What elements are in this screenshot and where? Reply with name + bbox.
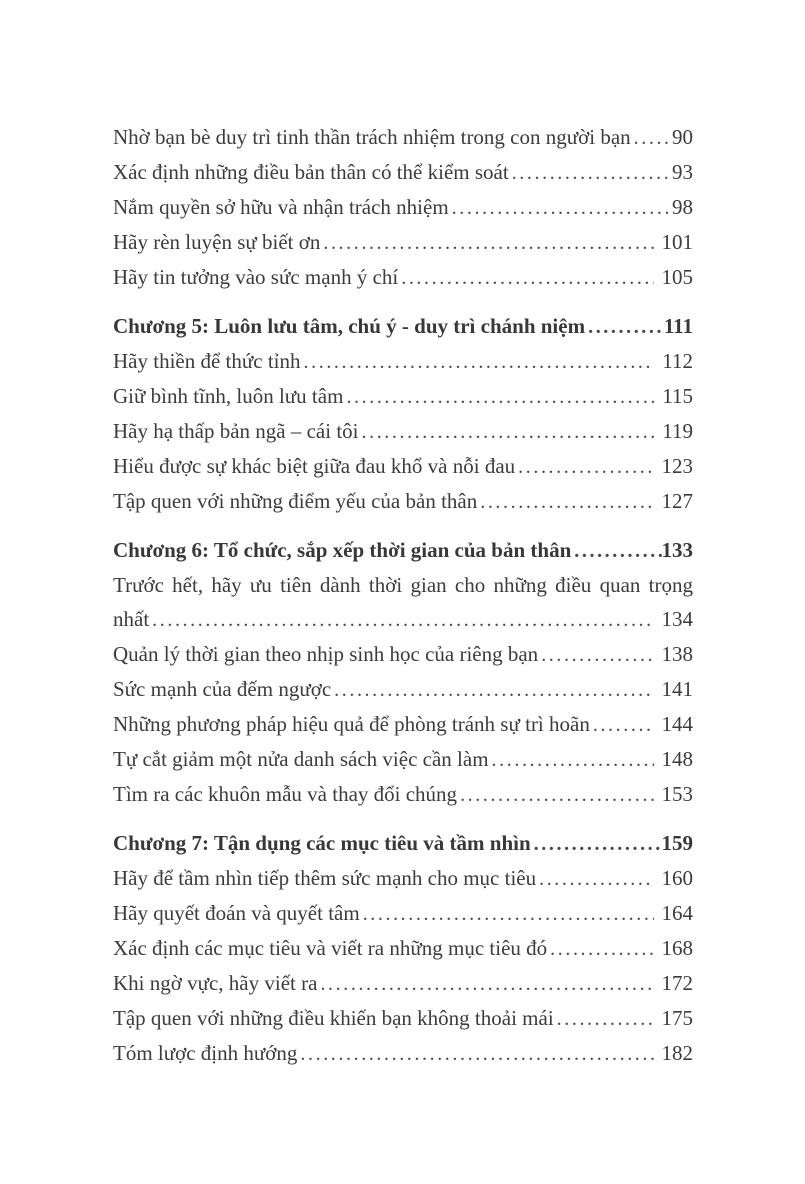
dot-leader: [593, 707, 654, 742]
toc-entry-title: Hãy để tầm nhìn tiếp thêm sức mạnh cho mục tiêu: [113, 866, 537, 890]
toc-page-number: 133: [661, 538, 693, 562]
toc-entry: [113, 414, 693, 449]
toc-page-number: 112: [662, 349, 693, 373]
toc-entry: [113, 931, 693, 966]
toc-chapter-title: Chương 6: Tổ chức, sắp xếp thời gian của bản thân: [113, 538, 572, 562]
dot-leader: [452, 190, 672, 225]
toc-entry-title: Giữ bình tĩnh, luôn lưu tâm: [113, 384, 344, 408]
dot-leader: [346, 379, 654, 414]
toc-entry-title: Sức mạnh của đếm ngược: [113, 677, 332, 701]
toc-entry-title: Xác định những điều bản thân có thể kiểm soát: [113, 160, 509, 184]
toc-chapter-title: Chương 7: Tận dụng các mục tiêu và tầm nhìn: [113, 831, 531, 855]
toc-entry-title: Những phương pháp hiệu quả để phòng tránh sự trì hoãn: [113, 712, 590, 736]
toc-entry-title: Xác định các mục tiêu và viết ra những mục tiêu đó: [113, 936, 548, 960]
toc-entry: [113, 260, 693, 295]
toc-page-number: 164: [661, 901, 693, 925]
toc-entry-title-line2: nhất: [113, 607, 150, 631]
dot-leader: [550, 931, 653, 966]
dot-leader: [574, 533, 661, 568]
toc-page-number: 111: [663, 314, 693, 338]
toc-entry: [113, 1036, 693, 1071]
toc-entry: [113, 707, 693, 742]
toc-page-number: 153: [661, 782, 693, 806]
toc-chapter-title: Chương 5: Luôn lưu tâm, chú ý - duy trì chánh niệm: [113, 314, 586, 338]
toc-entry: [113, 966, 693, 1001]
toc-page-number: 105: [661, 265, 693, 289]
toc-page-number: 168: [661, 936, 693, 960]
toc-entry: [113, 672, 693, 707]
toc-chapter-heading: [113, 533, 693, 568]
toc-entry: [113, 742, 693, 777]
toc-page-number: 160: [661, 866, 693, 890]
dot-leader: [334, 672, 653, 707]
toc-page-number: 141: [661, 677, 693, 701]
toc-entry: [113, 896, 693, 931]
toc-entry-title: Hãy tin tưởng vào sức mạnh ý chí: [113, 265, 399, 289]
toc-entry: [113, 120, 693, 155]
dot-leader: [512, 155, 672, 190]
toc-page-number: 159: [661, 831, 693, 855]
dot-leader: [518, 449, 653, 484]
dot-leader: [401, 260, 653, 295]
dot-leader: [541, 637, 653, 672]
dot-leader: [320, 966, 653, 1001]
dot-leader: [362, 414, 655, 449]
dot-leader: [363, 896, 654, 931]
toc-page-number: 115: [662, 384, 693, 408]
toc-entry-title: Tự cắt giảm một nửa danh sách việc cần làm: [113, 747, 489, 771]
dot-leader: [539, 861, 653, 896]
toc-entry-title: Tìm ra các khuôn mẫu và thay đổi chúng: [113, 782, 458, 806]
toc-entry: [113, 344, 693, 379]
toc-entry: [113, 777, 693, 812]
toc-entry-title: Khi ngờ vực, hãy viết ra: [113, 971, 318, 995]
dot-leader: [304, 344, 655, 379]
toc-page-number: 138: [661, 642, 693, 666]
toc-entry: [113, 484, 693, 519]
dot-leader: [152, 602, 653, 637]
toc-entry: [113, 225, 693, 260]
dot-leader: [323, 225, 653, 260]
dot-leader: [588, 309, 664, 344]
toc-entry-title: Nhờ bạn bè duy trì tinh thần trách nhiệm trong con người bạn: [113, 125, 631, 149]
toc-page-number: 119: [662, 419, 693, 443]
toc-entry: [113, 568, 693, 637]
toc-entry-title: Hiểu được sự khác biệt giữa đau khổ và nỗi đau: [113, 454, 516, 478]
dot-leader: [460, 777, 653, 812]
toc-entry-title: Tóm lược định hướng: [113, 1041, 298, 1065]
toc-page-number: 134: [661, 607, 693, 631]
toc-entry: [113, 602, 693, 637]
toc-entry-title: Hãy thiền để thức tỉnh: [113, 349, 301, 373]
toc-entry-title: Nắm quyền sở hữu và nhận trách nhiệm: [113, 195, 449, 219]
toc-entry-title-line1: Trước hết, hãy ưu tiên dành thời gian cho những điều quan trọng: [113, 573, 693, 597]
toc-chapter-heading: [113, 309, 693, 344]
toc-entry: [113, 190, 693, 225]
dot-leader: [492, 742, 654, 777]
toc-page-number: 148: [661, 747, 693, 771]
toc-page-number: 98: [672, 195, 693, 219]
toc-page-number: 144: [661, 712, 693, 736]
toc-page-number: 175: [661, 1006, 693, 1030]
toc-entry-title: Quản lý thời gian theo nhịp sinh học của riêng bạn: [113, 642, 539, 666]
dot-leader: [557, 1001, 654, 1036]
toc-page-number: 123: [661, 454, 693, 478]
toc-entry-title: Hãy hạ thấp bản ngã – cái tôi: [113, 419, 359, 443]
dot-leader: [534, 826, 662, 861]
toc-page-number: 127: [661, 489, 693, 513]
toc-entry: [113, 637, 693, 672]
toc-page-number: 182: [661, 1041, 693, 1065]
dot-leader: [480, 484, 653, 519]
toc-entry: [113, 155, 693, 190]
toc-page-number: 93: [672, 160, 693, 184]
toc-entry-title: Hãy quyết đoán và quyết tâm: [113, 901, 360, 925]
toc-page-number: 101: [661, 230, 693, 254]
toc-entry: [113, 1001, 693, 1036]
toc-entry-title: Tập quen với những điểm yếu của bản thân: [113, 489, 478, 513]
toc-page-number: 90: [672, 125, 693, 149]
toc-chapter-heading: [113, 826, 693, 861]
toc-entry: [113, 379, 693, 414]
toc-entry: [113, 449, 693, 484]
toc-entry-title: Tập quen với những điều khiến bạn không thoải mái: [113, 1006, 554, 1030]
dot-leader: [300, 1036, 653, 1071]
toc-entry-title: Hãy rèn luyện sự biết ơn: [113, 230, 321, 254]
toc-page-number: 172: [661, 971, 693, 995]
dot-leader: [634, 120, 672, 155]
toc-list: [113, 120, 693, 1071]
toc-entry: [113, 861, 693, 896]
